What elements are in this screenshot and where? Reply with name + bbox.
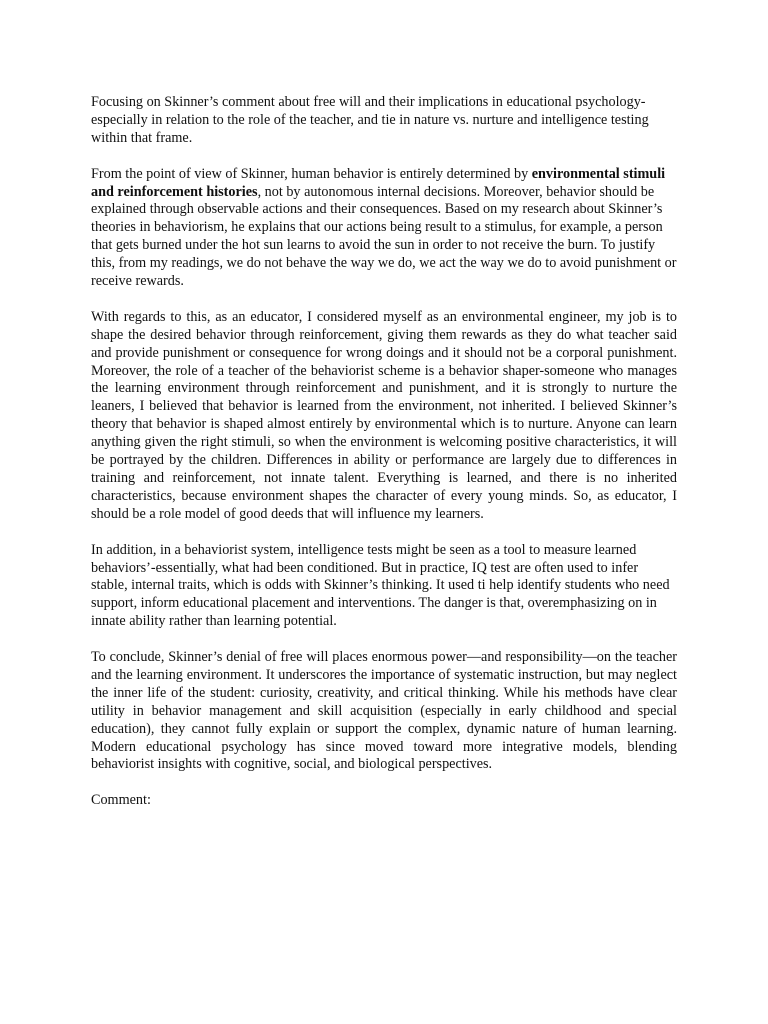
skinner-view-emphasis: environmental stimuli and reinforcement histories (91, 165, 666, 200)
document-body (91, 94, 677, 828)
skinner-view-text-start: From the point of view of Skinner, human behavior is entirely determined by (91, 165, 532, 182)
skinner-view-text-end: , not by autonomous internal decisions. Moreover, behavior should be explained through observable actions and their consequences. Based on my research about Skinner’s theories in behaviorism, he explains that our actions being result to a stimulus, for example, a person that gets burned under the hot sun learns to avoid the sun in order to not receive the burn. To justify this, from my readings, we do not behave the way we do, we act the way we do to avoid punishment or receive rewards. (91, 183, 677, 290)
conclusion-paragraph: To conclude, Skinner’s denial of free will places enormous power—and responsibility—on the teacher and the learning environment. It underscores the importance of systematic instruction, but may neglect the inner life of the student: curiosity, creativity, and critical thinking. While his methods have clear utility in behavior management and skill acquisition (especially in early childhood and special education), they cannot fully explain or support the complex, dynamic nature of human learning. Modern educational psychology has since moved toward more integrative models, blending behaviorist insights with cognitive, social, and biological perspectives. (91, 649, 677, 773)
intelligence-testing-paragraph: In addition, in a behaviorist system, intelligence tests might be seen as a tool to measure learned behaviors’-essentially, what had been conditioned. But in practice, IQ test are often used to infer stable, internal traits, which is odds with Skinner’s thinking. It used ti help identify students who need support, inform educational placement and interventions. The danger is that, overemphasizing on in innate ability rather than learning potential. (91, 541, 670, 630)
comment-label: Comment: (91, 792, 151, 809)
intro-paragraph: Focusing on Skinner’s comment about free will and their implications in educational psychology-especially in relation to the role of the teacher, and tie in nature vs. nurture and intelligence testing within that frame. (91, 94, 649, 146)
skinner-view-paragraph (91, 166, 677, 291)
educator-role-paragraph: With regards to this, as an educator, I considered myself as an environmental engineer, my job is to shape the desired behavior through reinforcement, giving them rewards as they do what teacher said and provide punishment or consequence for wrong doings and it should not be a corporal punishment. Moreover, the role of a teacher of the behaviorist scheme is a behavior shaper-someone who manages the learning environment through reinforcement and punishment, and it is strongly to nurture the leaners, I believed that behavior is learned from the environment, not inherited. I believed Skinner’s theory that behavior is shaped almost entirely by environmental which is to nurture. Anyone can learn anything given the right stimuli, so when the environment is welcoming positive characteristics, it will be portrayed by the children. Differences in ability or performance are largely due to differences in training and reinforcement, not innate talent. Everything is learned, and there is no inherited characteristics, because environment shapes the character of every young minds. So, as educator, I should be a role model of good deeds that will influence my learners. (91, 308, 677, 522)
